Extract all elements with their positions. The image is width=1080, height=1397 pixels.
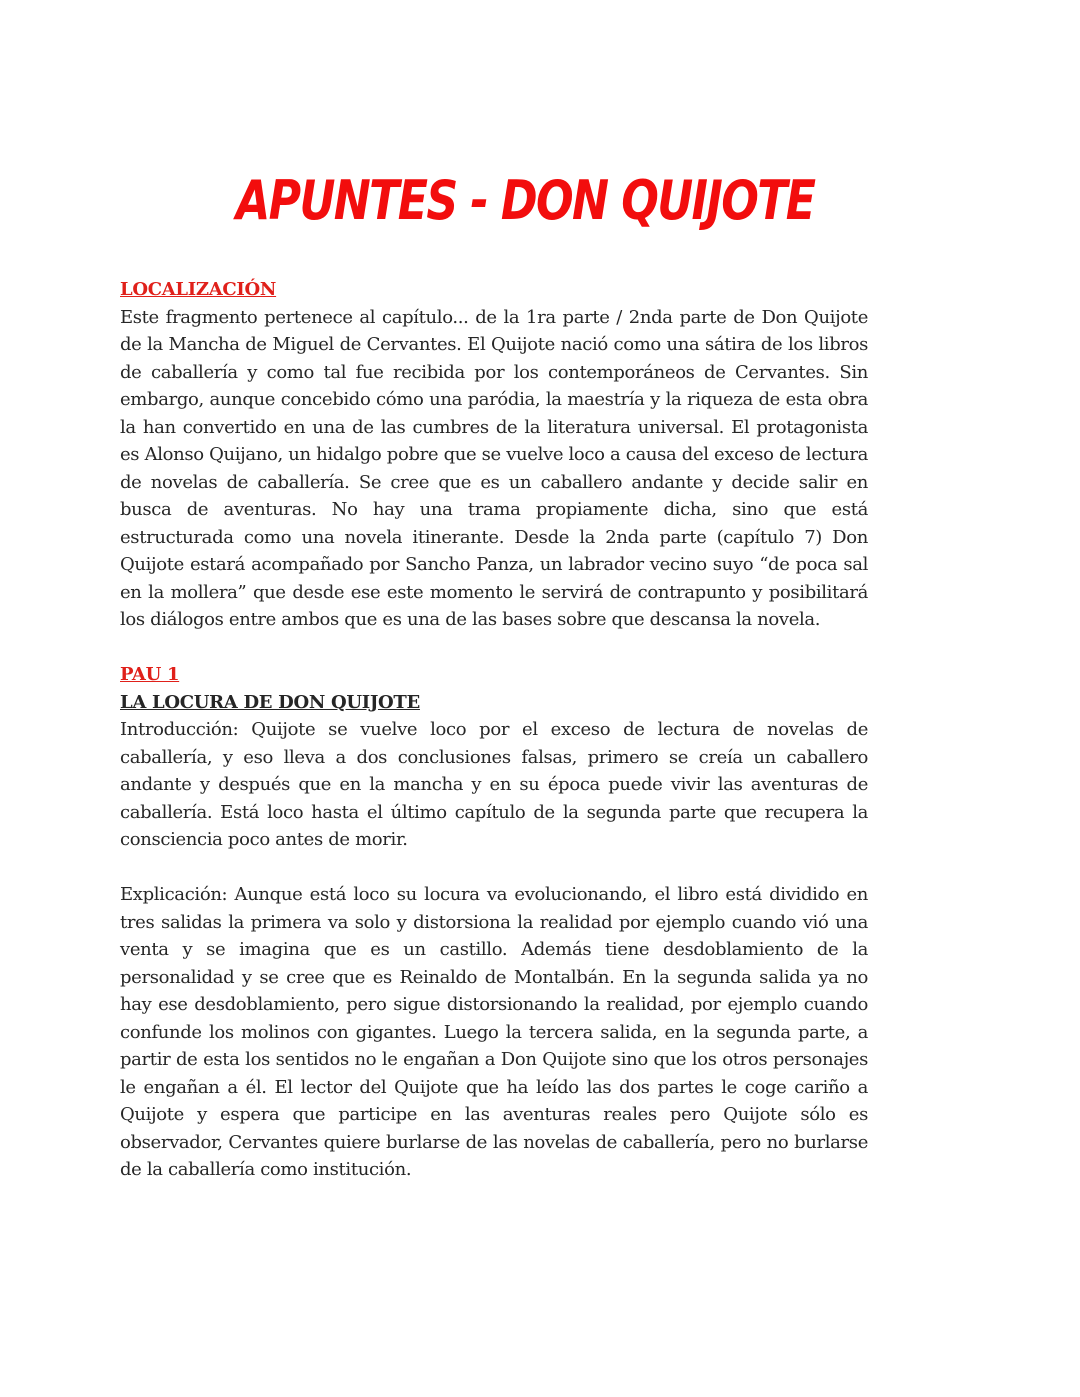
paragraph-introduccion: Introducción: Quijote se vuelve loco por el exceso de lectura de novelas de caballería, y eso lleva a dos conclusiones falsas, primero se creía un caballero andante y después que en la mancha y en su época puede vivir las aventuras de caballería. Está loco hasta el último capítulo de la segunda parte que recupera la consciencia poco antes de morir. bbox=[120, 719, 868, 850]
page-title: APUNTES - DON QUIJOTE bbox=[236, 169, 815, 232]
paragraph-localizacion: Este fragmento pertenece al capítulo... de la 1ra parte / 2nda parte de Don Quijote de la Mancha de Miguel de Cervantes. El Quijote nació como una sátira de los libros de caballería y como tal fue recibida por los contemporáneos de Cervantes. Sin embargo, aunque concebido cómo una paródia, la maestría y la riqueza de esta obra la han convertido en una de las cumbres de la literatura universal. El protagonista es Alonso Quijano, un hidalgo pobre que se vuelve loco a causa del exceso de lectura de novelas de caballería. Se cree que es un caballero andante y decide salir en busca de aventuras. No hay una trama propiamente dicha, sino que está estructurada como una novela itinerante. Desde la 2nda parte (capítulo 7) Don Quijote estará acompañado por Sancho Panza, un labrador vecino suyo “de poca sal en la mollera” que desde ese este momento le servirá de contrapunto y posibilitará los diálogos entre ambos que es una de las bases sobre que descansa la novela. bbox=[120, 306, 868, 630]
section-heading-locura: LA LOCURA DE DON QUIJOTE bbox=[120, 691, 420, 713]
paragraph-explicacion: Explicación: Aunque está loco su locura va evolucionando, el libro está dividido en tres salidas la primera va solo y distorsiona la realidad por ejemplo cuando vió una venta y se imagina que es un castillo. Además tiene desdoblamiento de la personalidad y se cree que es Reinaldo de Montalbán. En la segunda salida ya no hay ese desdoblamiento, pero sigue distorsionando la realidad, por ejemplo cuando confunde los molinos con gigantes. Luego la tercera salida, en la segunda parte, a partir de esta los sentidos no le engañan a Don Quijote sino que los otros personajes le engañan a él. El lector del Quijote que ha leído las dos partes le coge cariño a Quijote y espera que participe en las aventuras reales pero Quijote sólo es observador, Cervantes quiere burlarse de las novelas de caballería, pero no burlarse de la caballería como institución. bbox=[120, 884, 868, 1180]
document-body bbox=[120, 276, 868, 1184]
spacer bbox=[120, 854, 868, 882]
spacer bbox=[120, 634, 868, 662]
section-label-pau: PAU 1 bbox=[120, 664, 180, 685]
section-heading-localizacion: LOCALIZACIÓN bbox=[120, 279, 277, 300]
